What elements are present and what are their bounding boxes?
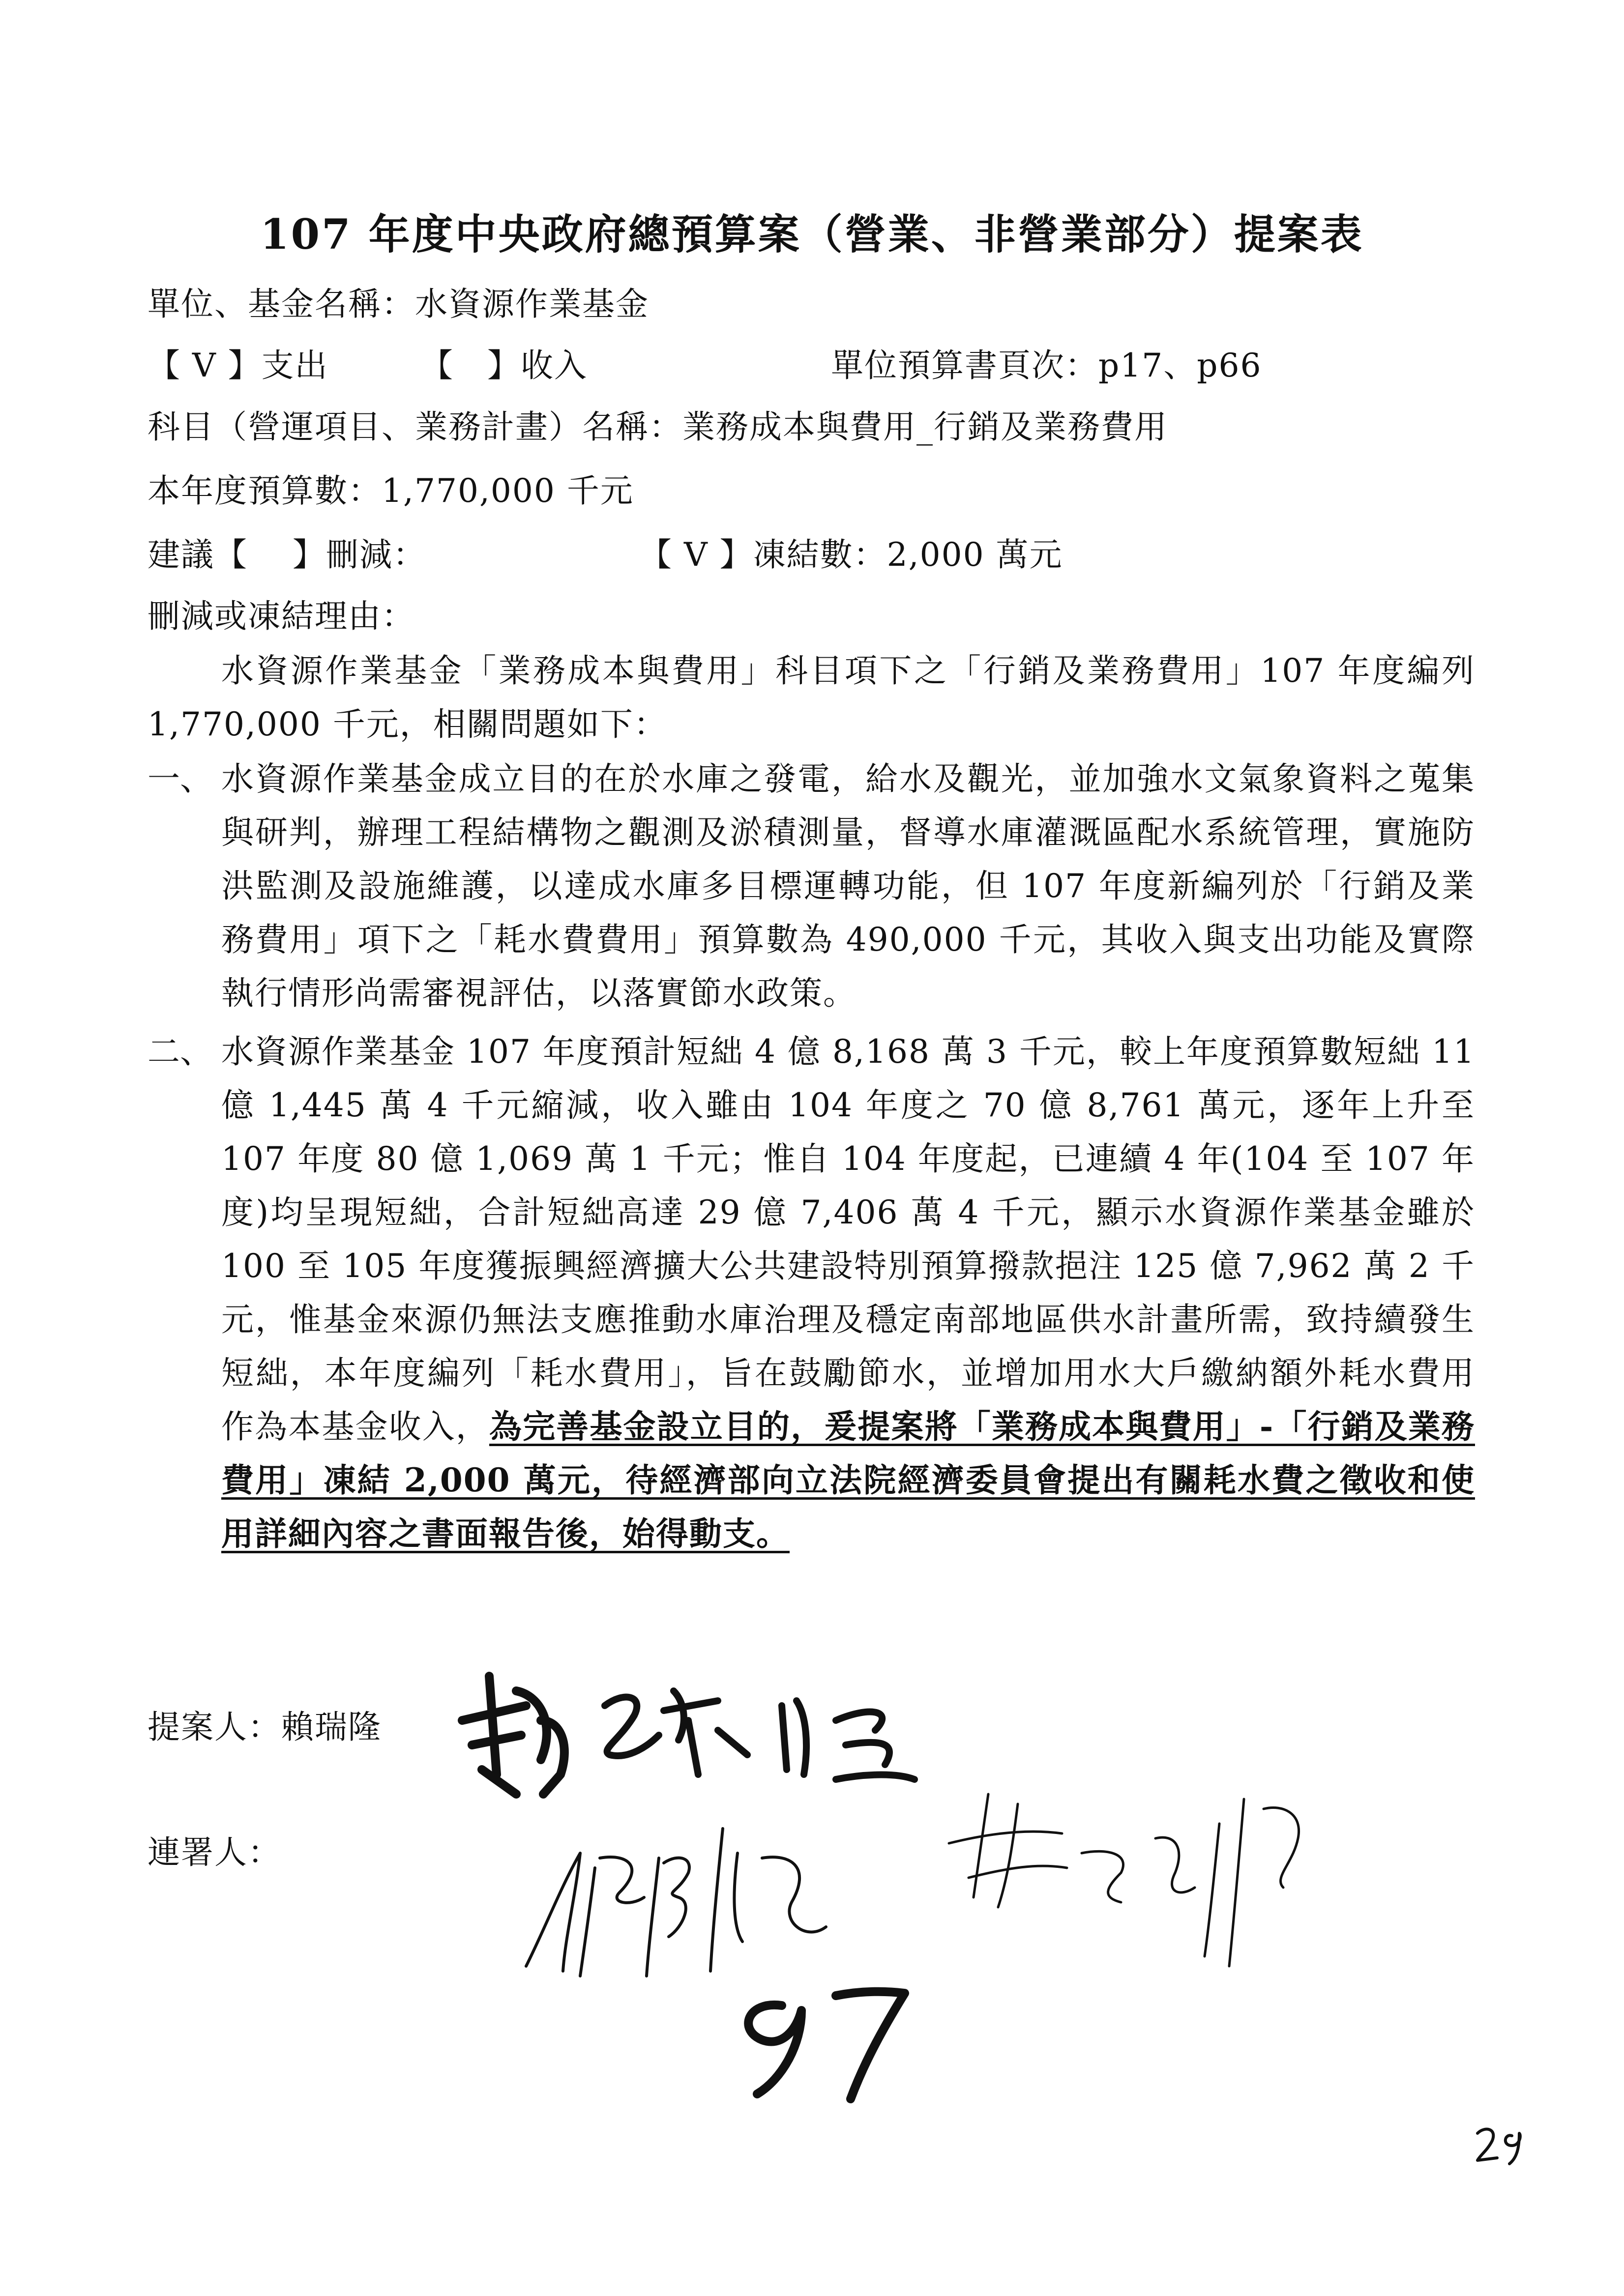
budget-line: 本年度預算數：1,770,000 千元 (148, 472, 634, 510)
type-line (148, 339, 1262, 386)
item-emphasis: 為完善基金設立目的，爰提案將「業務成本與費用」-「行銷及業務費用」凍結 2,000 萬元，待經濟部向立法院經濟委員會提出有關耗水費之徵收和使用詳細內容之書面報告後，始得動支。 (221, 1407, 1475, 1553)
unit-fund-line: 單位、基金名稱：水資源作業基金 (148, 285, 649, 323)
cut-option: 建議【 】刪減： (148, 536, 426, 574)
handwritten-number-97 (728, 1976, 915, 2109)
suggestion-line (148, 528, 1063, 575)
item-number: 一、 (148, 760, 212, 798)
list-item (148, 752, 1475, 1020)
cosigner-label: 連署人： (148, 1833, 281, 1871)
item-text: 水資源作業基金成立目的在於水庫之發電，給水及觀光，並加強水文氣象資料之蒐集與研判，辦理工程結構物之觀測及淤積測量，督導水庫灌溉區配水系統管理，實施防洪監測及設施維護，以達成水庫多目標運轉功能，但 107 年度新編列於「行銷及業務費用」項下之「耗水費費用」預算數為 490,000 千元，其收入與支出功能及實際執行情形尚需審視評估，以落實節水政策。 (221, 760, 1475, 1012)
page-number (1470, 2119, 1534, 2168)
expense-checkbox-label: 【 V 】支出 (148, 347, 328, 384)
list-item (148, 1025, 1475, 1561)
freeze-option: 【 V 】凍結數：2,000 萬元 (639, 536, 1063, 574)
page-title: 107 年度中央政府總預算案（營業、非營業部分）提案表 (260, 210, 1364, 259)
income-checkbox-label: 【 】收入 (420, 347, 588, 384)
reason-label: 刪減或凍結理由： (148, 597, 415, 635)
proposer-label: 提案人：賴瑞隆 (148, 1708, 382, 1746)
subject-line: 科目（營運項目、業務計畫）名稱：業務成本與費用_行銷及業務費用 (148, 408, 1168, 446)
cosigner-signatures (516, 1779, 1426, 1986)
intro-paragraph: 水資源作業基金「業務成本與費用」科目項下之「行銷及業務費用」107 年度編列 1,770,000 千元，相關問題如下： (148, 652, 1475, 743)
page-reference: 單位預算書頁次：p17、p66 (831, 347, 1262, 384)
item-text-wrapper (221, 1025, 1475, 1561)
item-number: 二、 (148, 1033, 212, 1071)
item-text: 水資源作業基金 107 年度預計短絀 4 億 8,168 萬 3 千元，較上年度預算數短絀 11 億 1,445 萬 4 千元縮減，收入雖由 104 年度之 70 億 8,761 萬元，逐年上升至 107 年度 80 億 1,069 萬 1 千元；惟自 104 年度起，已連續 4 年(104 至 107 年度)均呈現短絀，合計短絀高達 29 億 7,406 萬 4 千元，顯示水資源作業基金雖於 100 至 105 年度獲振興經濟擴大公共建設特別預算撥款挹注 125 億 7,962 萬 2 千元，惟基金來源仍無法支應推動水庫治理及穩定南部地區供水計畫所需，致持續發生短絀，本年度編列「耗水費用」，旨在鼓勵節水，並增加用水大戶繳納額外耗水費用作為本基金收入， (221, 1033, 1475, 1446)
